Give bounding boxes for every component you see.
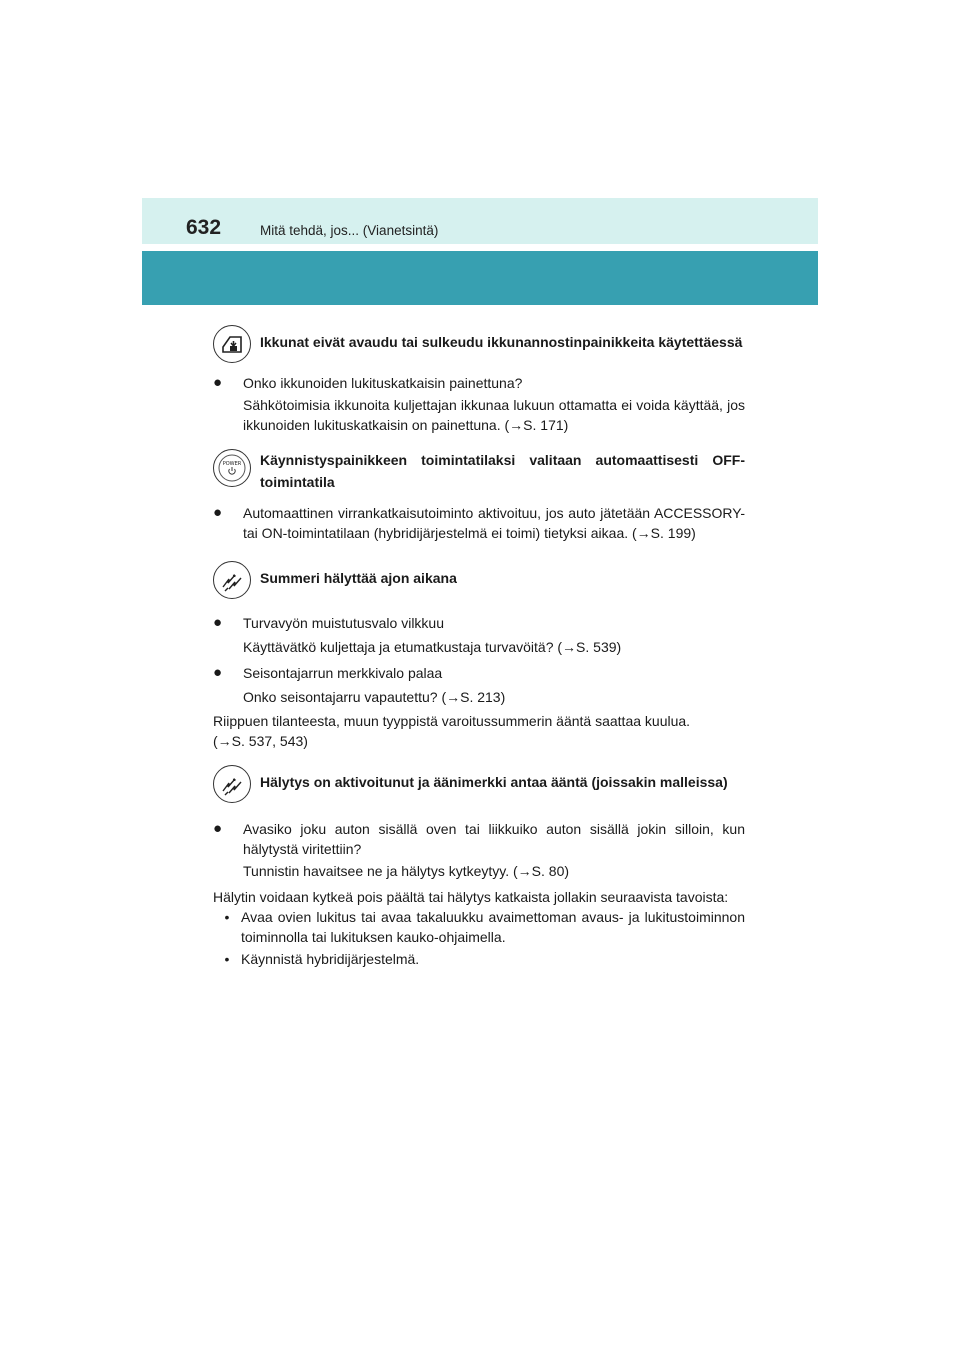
alarm-item-1-text: Avaa ovien lukitus tai avaa takaluukku avaimettoman avaus- ja lukitustoiminnon toiminnolla tai lukituksen kauko-ohjaimella.: [241, 909, 745, 945]
windows-bullet: [213, 373, 745, 435]
dash-bullet-icon: •: [224, 909, 230, 925]
page-content: [213, 325, 745, 969]
windows-heading: Ikkunat eivät avaudu tai sulkeudu ikkunannostinpainikkeita käytettäessä: [260, 334, 743, 350]
windows-body: Sähkötoimisia ikkunoita kuljettajan ikkunaa lukuun ottamatta ei voida käyttää, jos ikkunoiden lukituskatkaisin on painettuna. (→S. 171): [243, 397, 745, 433]
alarm-bullet-sub: Tunnistin havaitsee ne ja hälytys kytkeytyy. (→S. 80): [243, 863, 570, 879]
section-band: [142, 251, 818, 305]
bullet-icon: ●: [213, 504, 223, 521]
alarm-icon: [213, 765, 251, 803]
alarm-item-1: [213, 907, 745, 947]
power-heading: Käynnistyspainikkeen toimintatilaksi valitaan automaattisesti OFF-toimintatila: [260, 452, 745, 490]
buzzer-heading-row: [213, 561, 745, 599]
windows-bullet-text: Onko ikkunoiden lukituskatkaisin painettuna?: [243, 375, 523, 391]
bullet-icon: ●: [213, 614, 223, 631]
window-lock-icon: [213, 325, 251, 363]
bullet-icon: ●: [213, 374, 223, 391]
alarm-heading-row: [213, 765, 745, 803]
page-header-strip: [142, 198, 818, 244]
windows-heading-row: [213, 325, 745, 363]
buzzer-bullet-2: [213, 663, 745, 683]
buzzer-bullet-1: [213, 613, 745, 633]
bullet-icon: ●: [213, 664, 223, 681]
buzzer-icon: [213, 561, 251, 599]
alarm-bullet: [213, 819, 745, 881]
buzzer-bullet-2-sub: Onko seisontajarru vapautettu? (→S. 213): [243, 689, 506, 705]
buzzer-heading: Summeri hälyttää ajon aikana: [260, 570, 457, 586]
buzzer-bullet-1-text: Turvavyön muistutusvalo vilkkuu: [243, 615, 445, 631]
page-number: 632: [186, 216, 222, 239]
dash-bullet-icon: •: [224, 951, 230, 967]
alarm-item-2: [213, 949, 745, 969]
power-heading-row: [213, 449, 745, 493]
alarm-heading: Hälytys on aktivoitunut ja äänimerkki antaa ääntä (joissakin malleissa): [260, 774, 728, 790]
alarm-item-2-text: Käynnistä hybridijärjestelmä.: [241, 951, 420, 967]
buzzer-note-ref: (→S. 537, 543): [213, 733, 308, 749]
buzzer-note: Riippuen tilanteesta, muun tyyppistä varoitussummerin ääntä saattaa kuulua.: [213, 713, 691, 729]
alarm-bullet-text: Avasiko joku auton sisällä oven tai liikkuiko auton sisällä jokin silloin, kun hälytystä viritettiin?: [243, 821, 745, 857]
header-title: Mitä tehdä, jos... (Vianetsintä): [260, 223, 439, 238]
bullet-icon: ●: [213, 820, 223, 837]
power-bullet-text: Automaattinen virrankatkaisutoiminto aktivoituu, jos auto jätetään ACCESSORY- tai ON-toimintatilaan (hybridijärjestelmä ei toimi) tietyksi aikaa. (→S. 199): [243, 505, 745, 541]
power-icon-label: POWER: [222, 461, 242, 467]
buzzer-bullet-2-text: Seisontajarrun merkkivalo palaa: [243, 665, 443, 681]
buzzer-bullet-1-sub: Käyttävätkö kuljettaja ja etumatkustaja turvavöitä? (→S. 539): [243, 639, 622, 655]
alarm-paragraph: Hälytin voidaan kytkeä pois päältä tai hälytys katkaista jollakin seuraavista tavoista:: [213, 889, 729, 905]
power-bullet: [213, 503, 745, 543]
power-button-icon: [213, 449, 251, 487]
